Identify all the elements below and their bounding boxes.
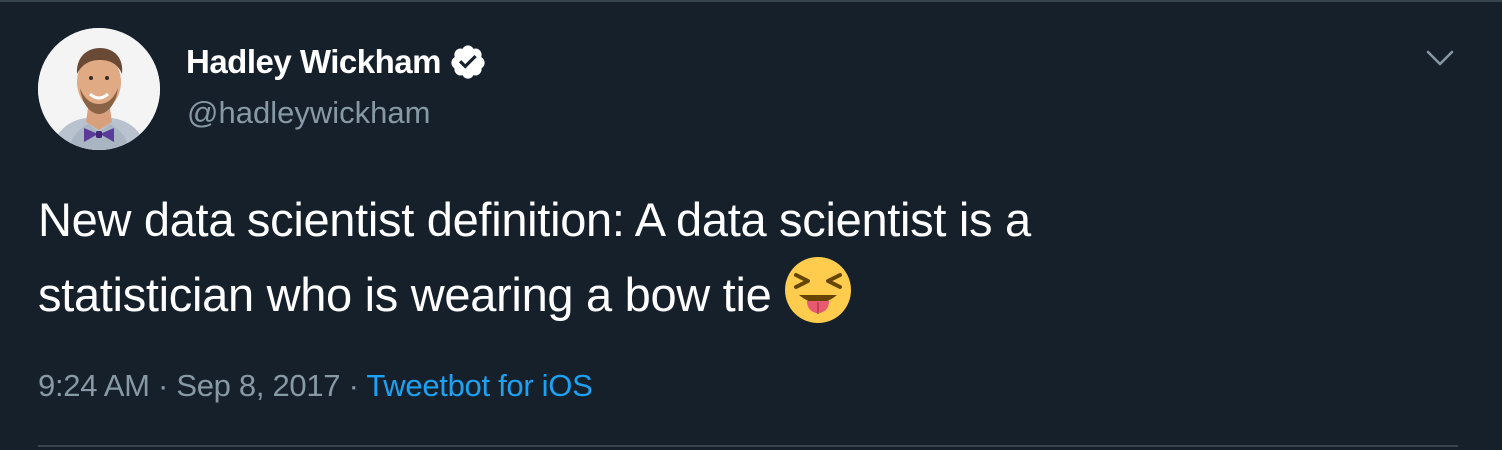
squinting-tongue-emoji-icon [783,255,853,325]
author-display-name[interactable]: Hadley Wickham [186,43,441,80]
meta-separator-1: · [157,368,168,403]
tweet-source-link[interactable]: Tweetbot for iOS [366,368,593,403]
tweet-time[interactable]: 9:24 AM [38,368,150,403]
meta-separator-2: · [348,368,359,403]
tweet-date[interactable]: Sep 8, 2017 [176,368,341,403]
avatar-photo [38,28,160,150]
author-handle[interactable]: @hadleywickham [187,95,431,130]
top-border [0,0,1502,2]
author-name-row[interactable] [186,42,487,82]
tweet-meta [38,366,592,406]
verified-badge-icon [449,43,487,81]
tweet-text-line-2-text: statistician who is wearing a bow tie [38,268,772,321]
avatar[interactable] [38,28,160,150]
chevron-down-icon[interactable] [1420,44,1460,74]
tweet-text-line-1: New data scientist definition: A data scientist is a [38,193,1031,246]
divider [38,445,1458,447]
tweet-text [38,184,1468,330]
tweet-text-line-2 [38,255,1468,330]
